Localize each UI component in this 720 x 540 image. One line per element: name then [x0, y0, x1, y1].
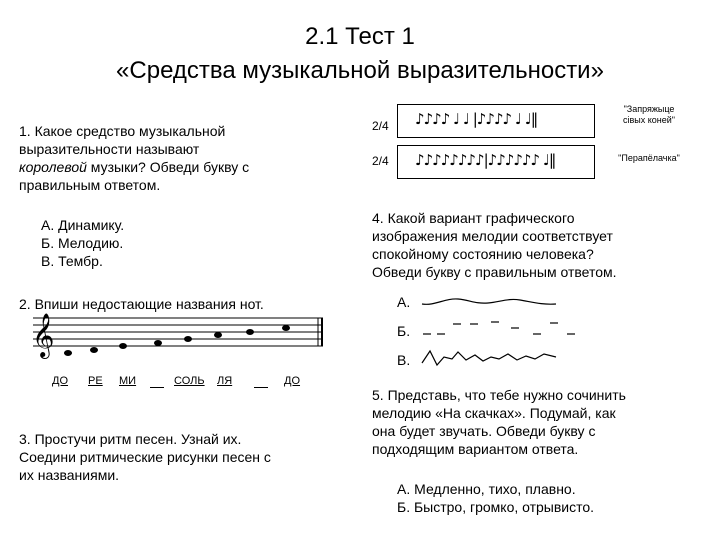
note-heads — [64, 325, 290, 356]
question-5-line: 5. Представь, что тебе нужно сочинить — [372, 387, 626, 403]
rhythm-box-2[interactable] — [397, 145, 595, 179]
music-staff — [28, 310, 328, 360]
melody-line-dashed[interactable] — [420, 314, 580, 340]
option-b-letter[interactable]: Б. — [397, 323, 411, 339]
question-1-options — [41, 216, 124, 270]
option-letter: А. — [41, 217, 55, 233]
option-text: Тембр. — [54, 253, 103, 269]
question-4-line: спокойному состоянию человека? — [372, 246, 594, 262]
question-3-line: их названиями. — [19, 467, 120, 483]
note-head — [214, 332, 222, 338]
option-letter: Б. — [397, 499, 411, 515]
question-1-line — [19, 158, 349, 176]
rhythm-pattern: ♪♪♪♪♪♪♪♪|♪♪♪♪♪♪ ♩‖ — [415, 151, 556, 169]
option-text: Быстро, громко, отрывисто. — [410, 499, 595, 515]
note-head — [184, 336, 192, 342]
note-head — [246, 329, 254, 335]
answer-option[interactable] — [397, 498, 594, 516]
note-name: ЛЯ — [217, 375, 233, 387]
option-letter: А. — [397, 481, 411, 497]
option-c-letter[interactable]: В. — [397, 352, 411, 368]
answer-option[interactable] — [41, 216, 124, 234]
note-head — [282, 325, 290, 331]
rhythm-box-1[interactable] — [397, 104, 595, 138]
option-text: Динамику. — [54, 217, 125, 233]
option-a-letter[interactable]: А. — [397, 294, 411, 310]
note-name: ДО — [284, 375, 301, 387]
page-subtitle: «Средства музыкальной выразительности» — [116, 57, 604, 84]
question-1-line: выразительности называют — [19, 141, 200, 157]
answer-option[interactable] — [41, 234, 124, 252]
melody-line-smooth[interactable] — [420, 292, 560, 312]
treble-clef-icon: 𝄞 — [32, 313, 55, 357]
time-signature: 2/4 — [372, 154, 389, 168]
question-3 — [19, 430, 349, 484]
option-letter: В. — [41, 253, 55, 269]
song-title-1[interactable] — [604, 104, 694, 126]
option-letter: Б. — [41, 235, 55, 251]
song-title-line: "Запряжыце — [623, 104, 675, 114]
rhythm-pattern: ♪♪♪♪ ♩ ♩ |♪♪♪♪ ♩ ♩‖ — [415, 110, 538, 128]
answer-option[interactable] — [397, 480, 594, 498]
note-name: МИ — [119, 375, 137, 387]
question-5 — [372, 386, 712, 458]
note-head — [90, 347, 98, 353]
question-3-line: 3. Простучи ритм песен. Узнай их. — [19, 431, 242, 447]
note-name-blank[interactable] — [150, 375, 164, 393]
song-title-line: сівых коней" — [623, 115, 675, 125]
note-name-blank[interactable] — [254, 375, 268, 393]
question-1-italic-word: королевой — [19, 159, 87, 175]
note-name: ДО — [52, 375, 69, 387]
question-1 — [19, 122, 349, 194]
note-name: СОЛЬ — [174, 375, 205, 387]
question-5-line: мелодию «На скачках». Подумай, как — [372, 405, 616, 421]
page-title: 2.1 Тест 1 — [305, 23, 415, 50]
option-text: Мелодию. — [54, 235, 124, 251]
time-signature: 2/4 — [372, 119, 389, 133]
question-4-line: изображения мелодии соответствует — [372, 228, 613, 244]
question-4-line: Обведи букву с правильным ответом. — [372, 264, 617, 280]
question-1-line-rest: музыки? Обведи букву с — [86, 159, 250, 175]
question-5-line: подходящим вариантом ответа. — [372, 441, 579, 457]
question-1-line: 1. Какое средство музыкальной — [19, 123, 226, 139]
question-4-line: 4. Какой вариант графического — [372, 210, 575, 226]
note-head — [119, 343, 127, 349]
note-head — [154, 340, 162, 346]
question-5-options — [397, 480, 594, 516]
melody-line-jagged[interactable] — [420, 345, 560, 371]
question-5-line: она будет звучать. Обведи букву с — [372, 423, 596, 439]
option-text: Медленно, тихо, плавно. — [410, 481, 576, 497]
question-1-line: правильным ответом. — [19, 177, 161, 193]
question-2: 2. Впиши недостающие названия нот. — [19, 296, 264, 312]
song-title-2[interactable]: "Перапёлачка" — [618, 153, 680, 163]
question-4 — [372, 209, 712, 281]
question-3-line: Соедини ритмические рисунки песен с — [19, 449, 271, 465]
answer-option[interactable] — [41, 252, 124, 270]
note-name: РЕ — [88, 375, 103, 387]
